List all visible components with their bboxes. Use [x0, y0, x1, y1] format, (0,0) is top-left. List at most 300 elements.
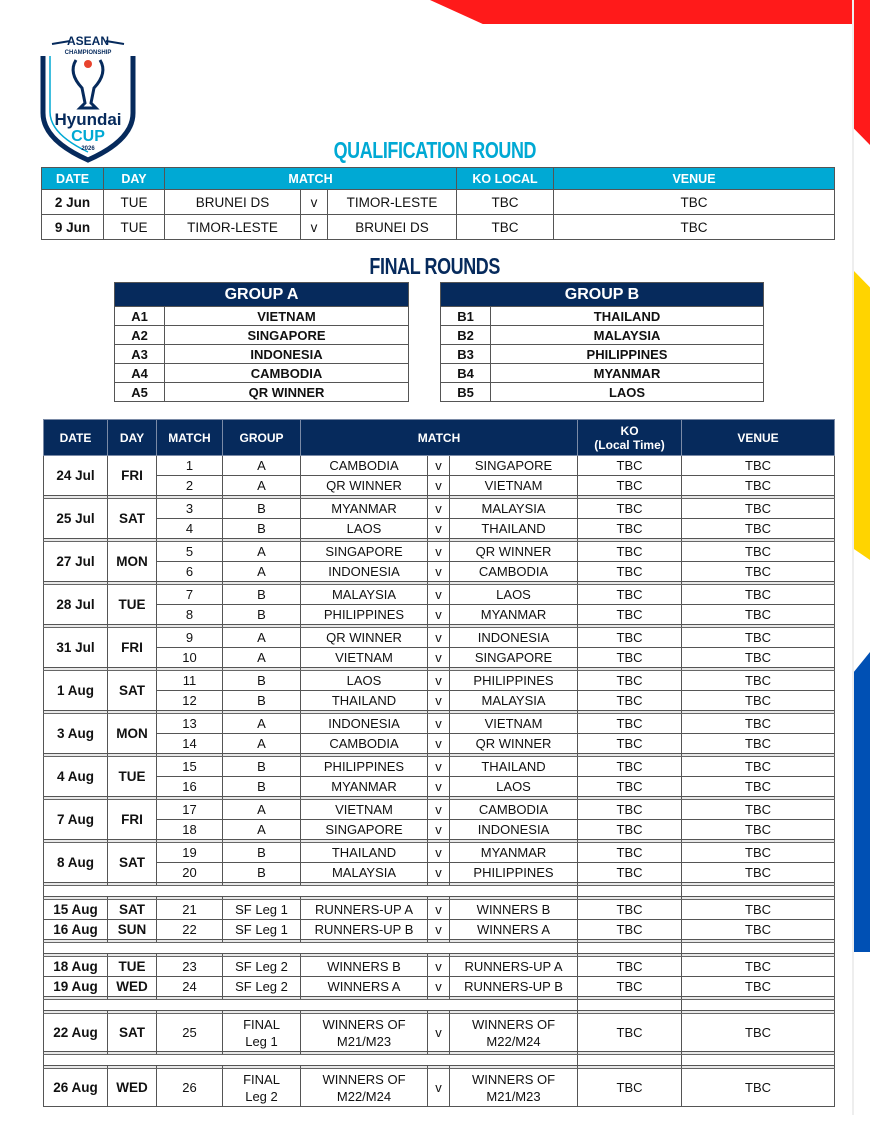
- group-team-row: [115, 345, 409, 364]
- away-team: THAILAND: [450, 519, 578, 539]
- home-team: WINNERS OF M22/M24: [301, 1069, 428, 1107]
- versus: v: [428, 628, 450, 648]
- match-day: FRI: [108, 456, 157, 496]
- away-team: WINNERS A: [450, 920, 578, 940]
- venue: TBC: [554, 215, 835, 240]
- group-team-row: [115, 364, 409, 383]
- venue: TBC: [682, 977, 835, 997]
- match-date: 4 Aug: [44, 757, 108, 797]
- spacer-cell: [682, 886, 835, 897]
- venue: TBC: [682, 843, 835, 863]
- venue: TBC: [682, 456, 835, 476]
- kickoff-time: TBC: [578, 456, 682, 476]
- venue: TBC: [682, 628, 835, 648]
- group-team-row: [441, 307, 764, 326]
- match-row: [44, 734, 835, 754]
- group-a-table: [114, 282, 409, 402]
- match-number: 8: [157, 605, 223, 625]
- match-day: FRI: [108, 800, 157, 840]
- match-date: 19 Aug: [44, 977, 108, 997]
- venue: TBC: [682, 1014, 835, 1052]
- team-name: MALAYSIA: [491, 326, 764, 345]
- home-team: THAILAND: [301, 843, 428, 863]
- home-team: LAOS: [301, 519, 428, 539]
- home-team: MYANMAR: [301, 499, 428, 519]
- header-venue: VENUE: [682, 420, 835, 456]
- match-group: B: [223, 757, 301, 777]
- match-row: [44, 957, 835, 977]
- away-team: RUNNERS-UP B: [450, 977, 578, 997]
- away-team: CAMBODIA: [450, 800, 578, 820]
- match-row: [44, 476, 835, 496]
- blue-stripe: [853, 652, 870, 952]
- qualification-row: [42, 190, 835, 215]
- home-team: RUNNERS-UP A: [301, 900, 428, 920]
- versus: v: [428, 777, 450, 797]
- match-group: A: [223, 800, 301, 820]
- match-number: 5: [157, 542, 223, 562]
- away-team: CAMBODIA: [450, 562, 578, 582]
- match-group: B: [223, 499, 301, 519]
- header-match: MATCH: [301, 420, 578, 456]
- venue: TBC: [682, 542, 835, 562]
- group-team-row: [441, 383, 764, 402]
- group-team-row: [115, 383, 409, 402]
- group-team-row: [115, 326, 409, 345]
- match-group: B: [223, 605, 301, 625]
- seed: A4: [115, 364, 165, 383]
- group-team-row: [441, 345, 764, 364]
- kickoff-time: TBC: [578, 800, 682, 820]
- match-number: 14: [157, 734, 223, 754]
- kickoff-time: TBC: [578, 757, 682, 777]
- match-group: A: [223, 734, 301, 754]
- header-ko: KO (Local Time): [578, 420, 682, 456]
- kickoff-time: TBC: [578, 605, 682, 625]
- home-team: SINGAPORE: [301, 542, 428, 562]
- group-team-row: [115, 307, 409, 326]
- match-date: 26 Aug: [44, 1069, 108, 1107]
- svg-text:CUP: CUP: [71, 128, 105, 145]
- home-team: LAOS: [301, 671, 428, 691]
- versus: v: [428, 519, 450, 539]
- spacer-cell: [44, 1055, 578, 1066]
- match-group: B: [223, 691, 301, 711]
- match-group: B: [223, 519, 301, 539]
- match-day: SAT: [108, 499, 157, 539]
- match-row: [44, 585, 835, 605]
- header-date: DATE: [42, 168, 104, 190]
- seed: B2: [441, 326, 491, 345]
- home-team: PHILIPPINES: [301, 605, 428, 625]
- match-row: [44, 1014, 835, 1052]
- match-stage: FINAL Leg 1: [223, 1014, 301, 1052]
- away-team: RUNNERS-UP A: [450, 957, 578, 977]
- group-team-row: [441, 364, 764, 383]
- home-team: MYANMAR: [301, 777, 428, 797]
- group-header: [115, 283, 409, 307]
- venue: TBC: [682, 585, 835, 605]
- match-group: A: [223, 628, 301, 648]
- spacer-cell: [578, 1055, 682, 1066]
- match-number: 24: [157, 977, 223, 997]
- versus: v: [428, 714, 450, 734]
- spacer-cell: [682, 1055, 835, 1066]
- away-team: SINGAPORE: [450, 456, 578, 476]
- seed: A5: [115, 383, 165, 402]
- spacer-row: [44, 943, 835, 954]
- kickoff-time: TBC: [578, 734, 682, 754]
- away-team: THAILAND: [450, 757, 578, 777]
- match-date: 22 Aug: [44, 1014, 108, 1052]
- away-team: BRUNEI DS: [328, 215, 457, 240]
- versus: v: [301, 190, 328, 215]
- away-team: PHILIPPINES: [450, 863, 578, 883]
- venue: TBC: [682, 519, 835, 539]
- home-team: PHILIPPINES: [301, 757, 428, 777]
- match-group: A: [223, 542, 301, 562]
- kickoff-time: TBC: [578, 957, 682, 977]
- match-date: 7 Aug: [44, 800, 108, 840]
- qualification-title: [0, 137, 870, 164]
- match-number: 9: [157, 628, 223, 648]
- home-team: THAILAND: [301, 691, 428, 711]
- match-row: [44, 542, 835, 562]
- away-team: VIETNAM: [450, 476, 578, 496]
- versus: v: [428, 734, 450, 754]
- header-ko: KO LOCAL: [457, 168, 554, 190]
- match-number: 1: [157, 456, 223, 476]
- match-group: B: [223, 671, 301, 691]
- match-group: A: [223, 648, 301, 668]
- venue: TBC: [682, 800, 835, 820]
- match-stage: SF Leg 1: [223, 920, 301, 940]
- home-team: MALAYSIA: [301, 863, 428, 883]
- match-day: SAT: [108, 900, 157, 920]
- kickoff-time: TBC: [578, 820, 682, 840]
- match-number: 10: [157, 648, 223, 668]
- team-name: INDONESIA: [165, 345, 409, 364]
- venue: TBC: [682, 648, 835, 668]
- kickoff-time: TBC: [578, 977, 682, 997]
- match-day: TUE: [108, 957, 157, 977]
- kickoff-time: TBC: [578, 843, 682, 863]
- away-team: LAOS: [450, 585, 578, 605]
- svg-text:Hyundai: Hyundai: [54, 110, 122, 129]
- match-group: B: [223, 585, 301, 605]
- kickoff-time: TBC: [578, 1014, 682, 1052]
- qualification-row: [42, 215, 835, 240]
- spacer-cell: [44, 886, 578, 897]
- home-team: SINGAPORE: [301, 820, 428, 840]
- venue: TBC: [682, 820, 835, 840]
- venue: TBC: [682, 1069, 835, 1107]
- kickoff-time: TBC: [457, 190, 554, 215]
- match-number: 26: [157, 1069, 223, 1107]
- match-date: 24 Jul: [44, 456, 108, 496]
- match-number: 2: [157, 476, 223, 496]
- match-row: [44, 820, 835, 840]
- kickoff-time: TBC: [578, 562, 682, 582]
- away-team: MALAYSIA: [450, 691, 578, 711]
- home-team: INDONESIA: [301, 714, 428, 734]
- venue: TBC: [682, 920, 835, 940]
- match-row: [44, 691, 835, 711]
- kickoff-time: TBC: [578, 499, 682, 519]
- versus: v: [428, 456, 450, 476]
- away-team: SINGAPORE: [450, 648, 578, 668]
- team-name: SINGAPORE: [165, 326, 409, 345]
- venue: TBC: [682, 691, 835, 711]
- match-date: 3 Aug: [44, 714, 108, 754]
- away-team: VIETNAM: [450, 714, 578, 734]
- header-match: MATCH: [165, 168, 457, 190]
- versus: v: [428, 957, 450, 977]
- kickoff-time: TBC: [578, 714, 682, 734]
- venue: TBC: [682, 671, 835, 691]
- match-row: [44, 499, 835, 519]
- kickoff-time: TBC: [578, 1069, 682, 1107]
- final-rounds-title: [0, 253, 870, 280]
- team-name: THAILAND: [491, 307, 764, 326]
- kickoff-time: TBC: [578, 900, 682, 920]
- versus: v: [428, 977, 450, 997]
- match-row: [44, 777, 835, 797]
- home-team: BRUNEI DS: [165, 190, 301, 215]
- match-number: 19: [157, 843, 223, 863]
- venue: TBC: [682, 562, 835, 582]
- match-day: TUE: [108, 585, 157, 625]
- match-group: A: [223, 562, 301, 582]
- versus: v: [301, 215, 328, 240]
- home-team: VIETNAM: [301, 648, 428, 668]
- venue: TBC: [682, 714, 835, 734]
- away-team: LAOS: [450, 777, 578, 797]
- match-stage: FINAL Leg 2: [223, 1069, 301, 1107]
- qualification-title-text: QUALIFICATION ROUND: [333, 137, 537, 163]
- match-date: 9 Jun: [42, 215, 104, 240]
- home-team: TIMOR-LESTE: [165, 215, 301, 240]
- venue: TBC: [682, 863, 835, 883]
- match-date: 2 Jun: [42, 190, 104, 215]
- svg-text:ASEAN: ASEAN: [66, 34, 110, 48]
- svg-text:2026: 2026: [81, 146, 95, 152]
- red-stripe: [430, 0, 870, 24]
- match-row: [44, 863, 835, 883]
- match-day: FRI: [108, 628, 157, 668]
- away-team: PHILIPPINES: [450, 671, 578, 691]
- home-team: QR WINNER: [301, 476, 428, 496]
- away-team: WINNERS OF M21/M23: [450, 1069, 578, 1107]
- match-number: 18: [157, 820, 223, 840]
- match-number: 4: [157, 519, 223, 539]
- home-team: WINNERS B: [301, 957, 428, 977]
- spacer-cell: [578, 943, 682, 954]
- away-team: WINNERS OF M22/M24: [450, 1014, 578, 1052]
- spacer-row: [44, 886, 835, 897]
- versus: v: [428, 1014, 450, 1052]
- seed: A1: [115, 307, 165, 326]
- away-team: QR WINNER: [450, 734, 578, 754]
- match-date: 31 Jul: [44, 628, 108, 668]
- match-row: [44, 628, 835, 648]
- away-team: MYANMAR: [450, 843, 578, 863]
- match-group: A: [223, 476, 301, 496]
- seed: B3: [441, 345, 491, 364]
- versus: v: [428, 900, 450, 920]
- seed: A2: [115, 326, 165, 345]
- spacer-cell: [44, 943, 578, 954]
- match-date: 1 Aug: [44, 671, 108, 711]
- group-header: [441, 283, 764, 307]
- kickoff-time: TBC: [578, 920, 682, 940]
- match-day: MON: [108, 714, 157, 754]
- venue: TBC: [682, 900, 835, 920]
- away-team: MYANMAR: [450, 605, 578, 625]
- match-number: 20: [157, 863, 223, 883]
- match-number: 25: [157, 1014, 223, 1052]
- seed: B4: [441, 364, 491, 383]
- versus: v: [428, 757, 450, 777]
- match-date: 28 Jul: [44, 585, 108, 625]
- match-number: 16: [157, 777, 223, 797]
- yellow-stripe: [853, 270, 870, 560]
- versus: v: [428, 1069, 450, 1107]
- seed: B5: [441, 383, 491, 402]
- away-team: WINNERS B: [450, 900, 578, 920]
- versus: v: [428, 691, 450, 711]
- header-venue: VENUE: [554, 168, 835, 190]
- venue: TBC: [682, 605, 835, 625]
- match-group: A: [223, 820, 301, 840]
- header-group: GROUP: [223, 420, 301, 456]
- away-team: QR WINNER: [450, 542, 578, 562]
- match-number: 6: [157, 562, 223, 582]
- venue: TBC: [682, 757, 835, 777]
- home-team: QR WINNER: [301, 628, 428, 648]
- spacer-cell: [682, 1000, 835, 1011]
- team-name: PHILIPPINES: [491, 345, 764, 364]
- versus: v: [428, 542, 450, 562]
- match-row: [44, 456, 835, 476]
- spacer-cell: [44, 1000, 578, 1011]
- kickoff-time: TBC: [578, 519, 682, 539]
- match-date: 18 Aug: [44, 957, 108, 977]
- team-name: MYANMAR: [491, 364, 764, 383]
- match-day: TUE: [104, 215, 165, 240]
- match-date: 25 Jul: [44, 499, 108, 539]
- match-date: 8 Aug: [44, 843, 108, 883]
- versus: v: [428, 562, 450, 582]
- home-team: WINNERS OF M21/M23: [301, 1014, 428, 1052]
- match-number: 22: [157, 920, 223, 940]
- venue: TBC: [682, 499, 835, 519]
- team-name: LAOS: [491, 383, 764, 402]
- match-day: SAT: [108, 671, 157, 711]
- match-date: 15 Aug: [44, 900, 108, 920]
- kickoff-time: TBC: [578, 691, 682, 711]
- red-stripe-side: [853, 0, 870, 145]
- kickoff-time: TBC: [578, 585, 682, 605]
- match-number: 21: [157, 900, 223, 920]
- versus: v: [428, 671, 450, 691]
- versus: v: [428, 605, 450, 625]
- header-date: DATE: [44, 420, 108, 456]
- versus: v: [428, 820, 450, 840]
- match-stage: SF Leg 2: [223, 977, 301, 997]
- seed: A3: [115, 345, 165, 364]
- group-team-row: [441, 326, 764, 345]
- match-row: [44, 1069, 835, 1107]
- schedule-table: [43, 419, 835, 1107]
- header-match-no: MATCH: [157, 420, 223, 456]
- kickoff-time: TBC: [457, 215, 554, 240]
- match-row: [44, 757, 835, 777]
- venue: TBC: [554, 190, 835, 215]
- qualification-table: [41, 167, 835, 240]
- versus: v: [428, 800, 450, 820]
- home-team: CAMBODIA: [301, 734, 428, 754]
- match-row: [44, 900, 835, 920]
- versus: v: [428, 585, 450, 605]
- match-group: A: [223, 456, 301, 476]
- match-row: [44, 714, 835, 734]
- group-name: GROUP A: [115, 283, 409, 307]
- match-group: A: [223, 714, 301, 734]
- versus: v: [428, 920, 450, 940]
- header-day: DAY: [104, 168, 165, 190]
- versus: v: [428, 499, 450, 519]
- match-row: [44, 519, 835, 539]
- match-date: 16 Aug: [44, 920, 108, 940]
- home-team: MALAYSIA: [301, 585, 428, 605]
- match-number: 17: [157, 800, 223, 820]
- away-team: INDONESIA: [450, 820, 578, 840]
- match-date: 27 Jul: [44, 542, 108, 582]
- kickoff-time: TBC: [578, 648, 682, 668]
- team-name: VIETNAM: [165, 307, 409, 326]
- match-group: B: [223, 777, 301, 797]
- versus: v: [428, 863, 450, 883]
- spacer-row: [44, 1055, 835, 1066]
- spacer-cell: [682, 943, 835, 954]
- match-number: 15: [157, 757, 223, 777]
- team-name: CAMBODIA: [165, 364, 409, 383]
- match-day: WED: [108, 977, 157, 997]
- kickoff-time: TBC: [578, 476, 682, 496]
- match-row: [44, 562, 835, 582]
- away-team: MALAYSIA: [450, 499, 578, 519]
- match-row: [44, 648, 835, 668]
- team-name: QR WINNER: [165, 383, 409, 402]
- match-day: WED: [108, 1069, 157, 1107]
- venue: TBC: [682, 957, 835, 977]
- header-day: DAY: [108, 420, 157, 456]
- home-team: WINNERS A: [301, 977, 428, 997]
- match-number: 3: [157, 499, 223, 519]
- match-number: 23: [157, 957, 223, 977]
- match-day: TUE: [108, 757, 157, 797]
- group-b-table: [440, 282, 764, 402]
- match-row: [44, 671, 835, 691]
- match-day: TUE: [104, 190, 165, 215]
- home-team: RUNNERS-UP B: [301, 920, 428, 940]
- spacer-row: [44, 1000, 835, 1011]
- match-group: B: [223, 863, 301, 883]
- match-day: MON: [108, 542, 157, 582]
- spacer-cell: [578, 1000, 682, 1011]
- kickoff-time: TBC: [578, 777, 682, 797]
